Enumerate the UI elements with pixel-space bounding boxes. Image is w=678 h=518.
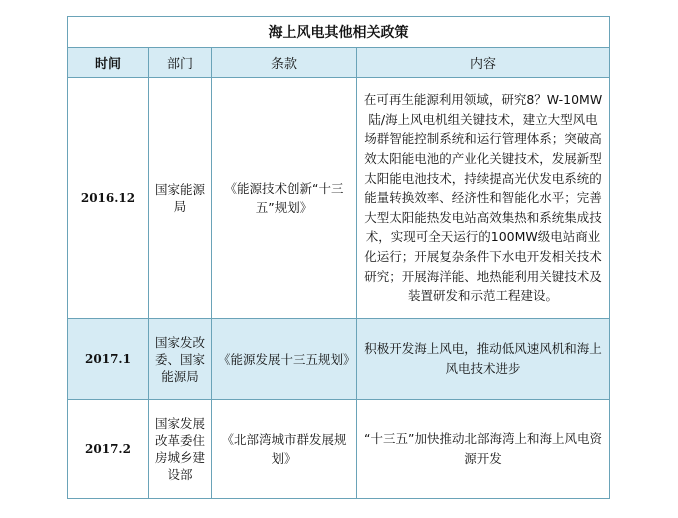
- table-row: [68, 400, 610, 499]
- row-content: 积极开发海上风电，推动低风速风机和海上风电技术进步: [357, 319, 610, 400]
- row-date: 2016.12: [68, 78, 149, 319]
- header-content: 内容: [357, 48, 610, 78]
- table-title: 海上风电其他相关政策: [68, 17, 610, 48]
- policy-table-container: [67, 16, 610, 499]
- row-department: 国家发展改革委住房城乡建设部: [149, 400, 212, 499]
- row-item: 《北部湾城市群发展规划》: [212, 400, 357, 499]
- header-department: 部门: [149, 48, 212, 78]
- row-department: 国家发改委、国家能源局: [149, 319, 212, 400]
- header-item: 条款: [212, 48, 357, 78]
- row-content: “十三五”加快推动北部海湾上和海上风电资源开发: [357, 400, 610, 499]
- row-item: 《能源发展十三五规划》: [212, 319, 357, 400]
- header-row: [68, 48, 610, 78]
- row-content: 在可再生能源利用领域，研究8？W-10MW陆/海上风电机组关键技术，建立大型风电场群智能控制系统和运行管理体系；突破高效太阳能电池的产业化关键技术，发展新型太阳能电池技术，持续提高光伏发电系统的能量转换效率、经济性和智能化水平；完善大型太阳能热发电站高效集热和系统集成技术，实现可全天运行的100MW级电站商业化运行；开展复杂条件下水电开发相关技术研究；开展海洋能、地热能利用关键技术及装置研发和示范工程建设。: [357, 78, 610, 319]
- row-item: 《能源技术创新“十三五”规划》: [212, 78, 357, 319]
- row-date: 2017.1: [68, 319, 149, 400]
- header-date: 时间: [68, 48, 149, 78]
- table-row: [68, 319, 610, 400]
- row-department: 国家能源局: [149, 78, 212, 319]
- row-date: 2017.2: [68, 400, 149, 499]
- policy-table: [67, 16, 610, 499]
- table-row: [68, 78, 610, 319]
